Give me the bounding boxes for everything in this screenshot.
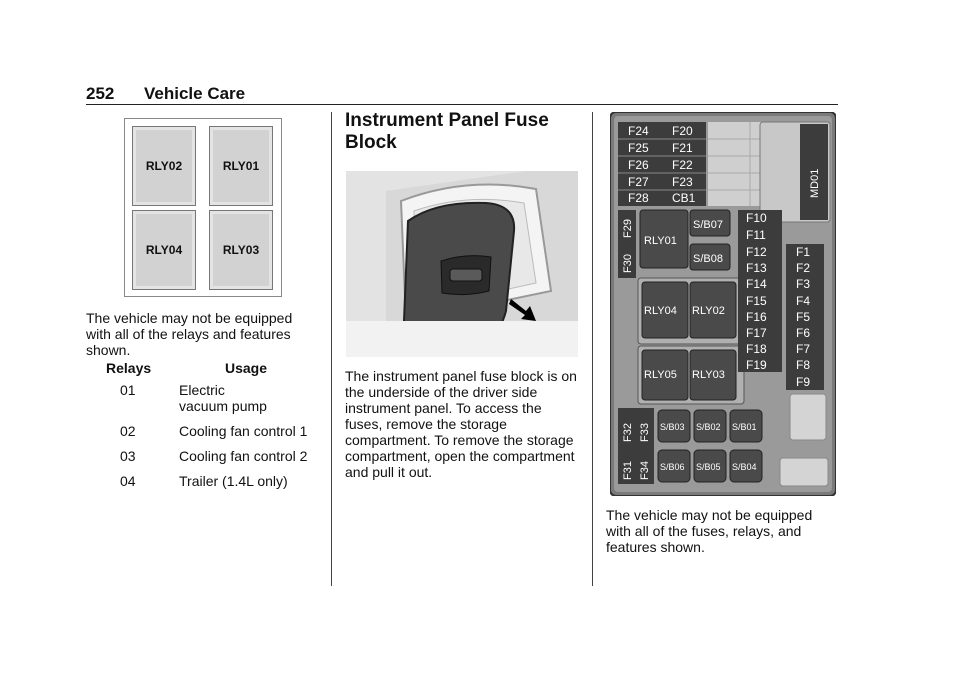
fuse-label: F28 <box>628 191 649 205</box>
table-cell-usage: Cooling fan control 1 <box>179 423 308 439</box>
table-cell-usage: Cooling fan control 2 <box>179 448 308 464</box>
fuse-label: F5 <box>796 310 811 324</box>
table-cell-relay: 04 <box>120 473 136 489</box>
relay-note: The vehicle may not be equipped with all of the relays and features shown. <box>86 310 293 358</box>
sb-label: S/B08 <box>693 253 723 265</box>
relay-rly04: RLY04 <box>132 210 196 290</box>
fuse-label: F26 <box>628 158 649 172</box>
relay-rly01: RLY01 <box>209 126 273 206</box>
fuse-label: F1 <box>796 245 811 259</box>
fuse-label: F19 <box>746 358 767 372</box>
middle-fuse-column <box>738 210 782 372</box>
table-cell-usage-cont: vacuum pump <box>179 398 267 414</box>
relay-figure <box>124 118 282 297</box>
header-rule <box>86 104 838 105</box>
fuse-label: F22 <box>672 158 693 172</box>
fuse-label: F3 <box>796 277 811 291</box>
sb-label: S/B06 <box>660 462 685 472</box>
instrument-panel-description: The instrument panel fuse block is on the underside of the driver side instrument panel. To access the fuses, remove the storage compartment. To remove the storage compartment, open the compartment and pull it out. <box>345 368 577 480</box>
relay-label: RLY03 <box>692 369 725 381</box>
fuse-label: F29 <box>622 219 634 238</box>
table-cell-usage: Trailer (1.4L only) <box>179 473 288 489</box>
fuse-label: F16 <box>746 310 767 324</box>
sb-label: S/B01 <box>732 422 757 432</box>
fuse-label: CB1 <box>672 191 696 205</box>
section-heading-line1: Instrument Panel Fuse <box>345 110 549 131</box>
fuse-label: F25 <box>628 141 649 155</box>
sb-label: S/B04 <box>732 462 757 472</box>
relay-rly02: RLY02 <box>132 126 196 206</box>
fuse-label: F7 <box>796 342 811 356</box>
table-header-relays: Relays <box>106 360 152 376</box>
fuse-label: F14 <box>746 277 767 291</box>
relay-label: RLY04 <box>644 305 677 317</box>
section-heading-line2: Block <box>345 132 397 153</box>
fuse-label: F24 <box>628 124 649 138</box>
page-section-title: Vehicle Care <box>144 84 246 103</box>
table-cell-usage: Electric <box>179 382 225 398</box>
md01-label: MD01 <box>809 168 821 198</box>
fuse-label: F32 <box>622 423 634 442</box>
fuse-label: F23 <box>672 175 693 189</box>
fuse-label: F8 <box>796 358 811 372</box>
fuse-label: F33 <box>639 423 651 442</box>
storage-compartment-illustration <box>346 171 578 357</box>
fuse-label: F13 <box>746 261 767 275</box>
table-cell-relay: 01 <box>120 382 136 398</box>
relay-rly03: RLY03 <box>209 210 273 290</box>
table-cell-relay: 03 <box>120 448 136 464</box>
fuse-label: F34 <box>639 461 651 480</box>
sb-label: S/B05 <box>696 462 721 472</box>
fuse-label: F2 <box>796 261 811 275</box>
fuse-label: F6 <box>796 326 811 340</box>
fuse-label: F10 <box>746 211 767 225</box>
fuse-label: F30 <box>622 254 634 273</box>
page-number: 252 <box>86 84 115 103</box>
right-fuse-column <box>786 244 824 390</box>
fuse-label: F27 <box>628 175 649 189</box>
fuse-label: F21 <box>672 141 693 155</box>
section-heading <box>345 110 585 154</box>
column-divider-2 <box>592 112 593 586</box>
sb-label: S/B02 <box>696 422 721 432</box>
fuse-label: F17 <box>746 326 767 340</box>
fuse-label: F18 <box>746 342 767 356</box>
fuse-block-diagram <box>610 112 836 496</box>
relay-label: RLY01 <box>644 235 677 247</box>
fuse-label: F9 <box>796 375 811 389</box>
relay-label: RLY02 <box>692 305 725 317</box>
fuse-label: F4 <box>796 294 811 308</box>
column-divider-1 <box>331 112 332 586</box>
fuse-note: The vehicle may not be equipped with all of the fuses, relays, and features shown. <box>606 507 813 555</box>
fuse-label: F12 <box>746 245 767 259</box>
fuse-label: F11 <box>746 228 766 242</box>
fuse-label: F15 <box>746 294 767 308</box>
sb-label: S/B07 <box>693 219 723 231</box>
fuse-label: F31 <box>622 461 634 480</box>
fuse-label: F20 <box>672 124 693 138</box>
sb-label: S/B03 <box>660 422 685 432</box>
relay-label: RLY05 <box>644 369 677 381</box>
table-header-usage: Usage <box>225 360 268 376</box>
table-cell-relay: 02 <box>120 423 136 439</box>
